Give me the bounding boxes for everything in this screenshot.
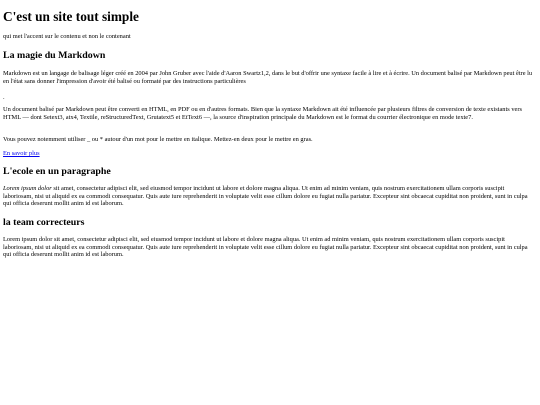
heading-team: la team correcteurs — [3, 217, 85, 228]
markdown-paragraph-2: Un document balisé par Markdown peut être converti en HTML, en PDF ou en d'autres formats. Bien que la syntaxe Markdown ait été influencée par plusieurs filtres de conversion de texte existants vers HTML — dont Setext3, atx4, Textile, reStructuredText, Grutatext5 et EtText6 —, la source d'inspiration principale du Markdown est le format du courrier électronique en mode texte7. — [3, 106, 522, 121]
page-title: C'est un site tout simple — [3, 9, 139, 24]
markdown-paragraph-3: Vous pouvez notemment utiliser _ ou * autour d'un mot pour le mettre en italique. Mettez-en deux pour le mettre en gras. — [3, 136, 313, 143]
learn-more-link[interactable]: En savoir plus — [3, 150, 40, 157]
heading-ecole: L'ecole en un paragraphe — [3, 166, 111, 177]
markdown-dot: . — [3, 94, 5, 101]
page-subtitle: qui met l'accent sur le contenu et non le contenant — [3, 33, 131, 40]
markdown-paragraph-1: Markdown est un langage de balisage léger créé en 2004 par John Gruber avec l'aide d'Aaron Swartz1,2, dans le but d'offrir une syntaxe facile à lire et à écrire. Un document balisé par Markdown peut être lu en l'état sans donner l'impression d'avoir été balisé ou formaté par des instructions particulières — [3, 70, 533, 85]
heading-markdown: La magie du Markdown — [3, 50, 106, 61]
learn-more-paragraph — [3, 150, 534, 158]
ecole-lead-italic: Lorem ipsum dolor — [3, 185, 52, 192]
team-paragraph: Lorem ipsum dolor sit amet, consectetur adipisci elit, sed eiusmod tempor incidunt ut labore et dolore magna aliqua. Ut enim ad minim veniam, quis nostrum exercitationem ullam corporis suscipit laboriosam, nisi ut aliquid ex ea commodi consequatur. Quis aute iure reprehenderit in voluptate velit esse cillum dolore eu fugiat nulla pariatur. Excepteur sint obcaecat cupiditat non proident, sunt in culpa qui officia deserunt mollit anim id est laborum. — [3, 236, 528, 259]
ecole-paragraph — [3, 185, 534, 208]
ecole-body-text: sit amet, consectetur adipisci elit, sed eiusmod tempor incidunt ut labore et dolore magna aliqua. Ut enim ad minim veniam, quis nostrum exercitationem ullam corporis suscipit laboriosam, nisi ut aliquid ex ea commodi consequatur. Quis aute iure reprehenderit in voluptate velit esse cillum dolore eu fugiat nulla pariatur. Excepteur sint obcaecat cupiditat non proident, sunt in culpa qui officia deserunt mollit anim id est laborum. — [3, 185, 528, 208]
